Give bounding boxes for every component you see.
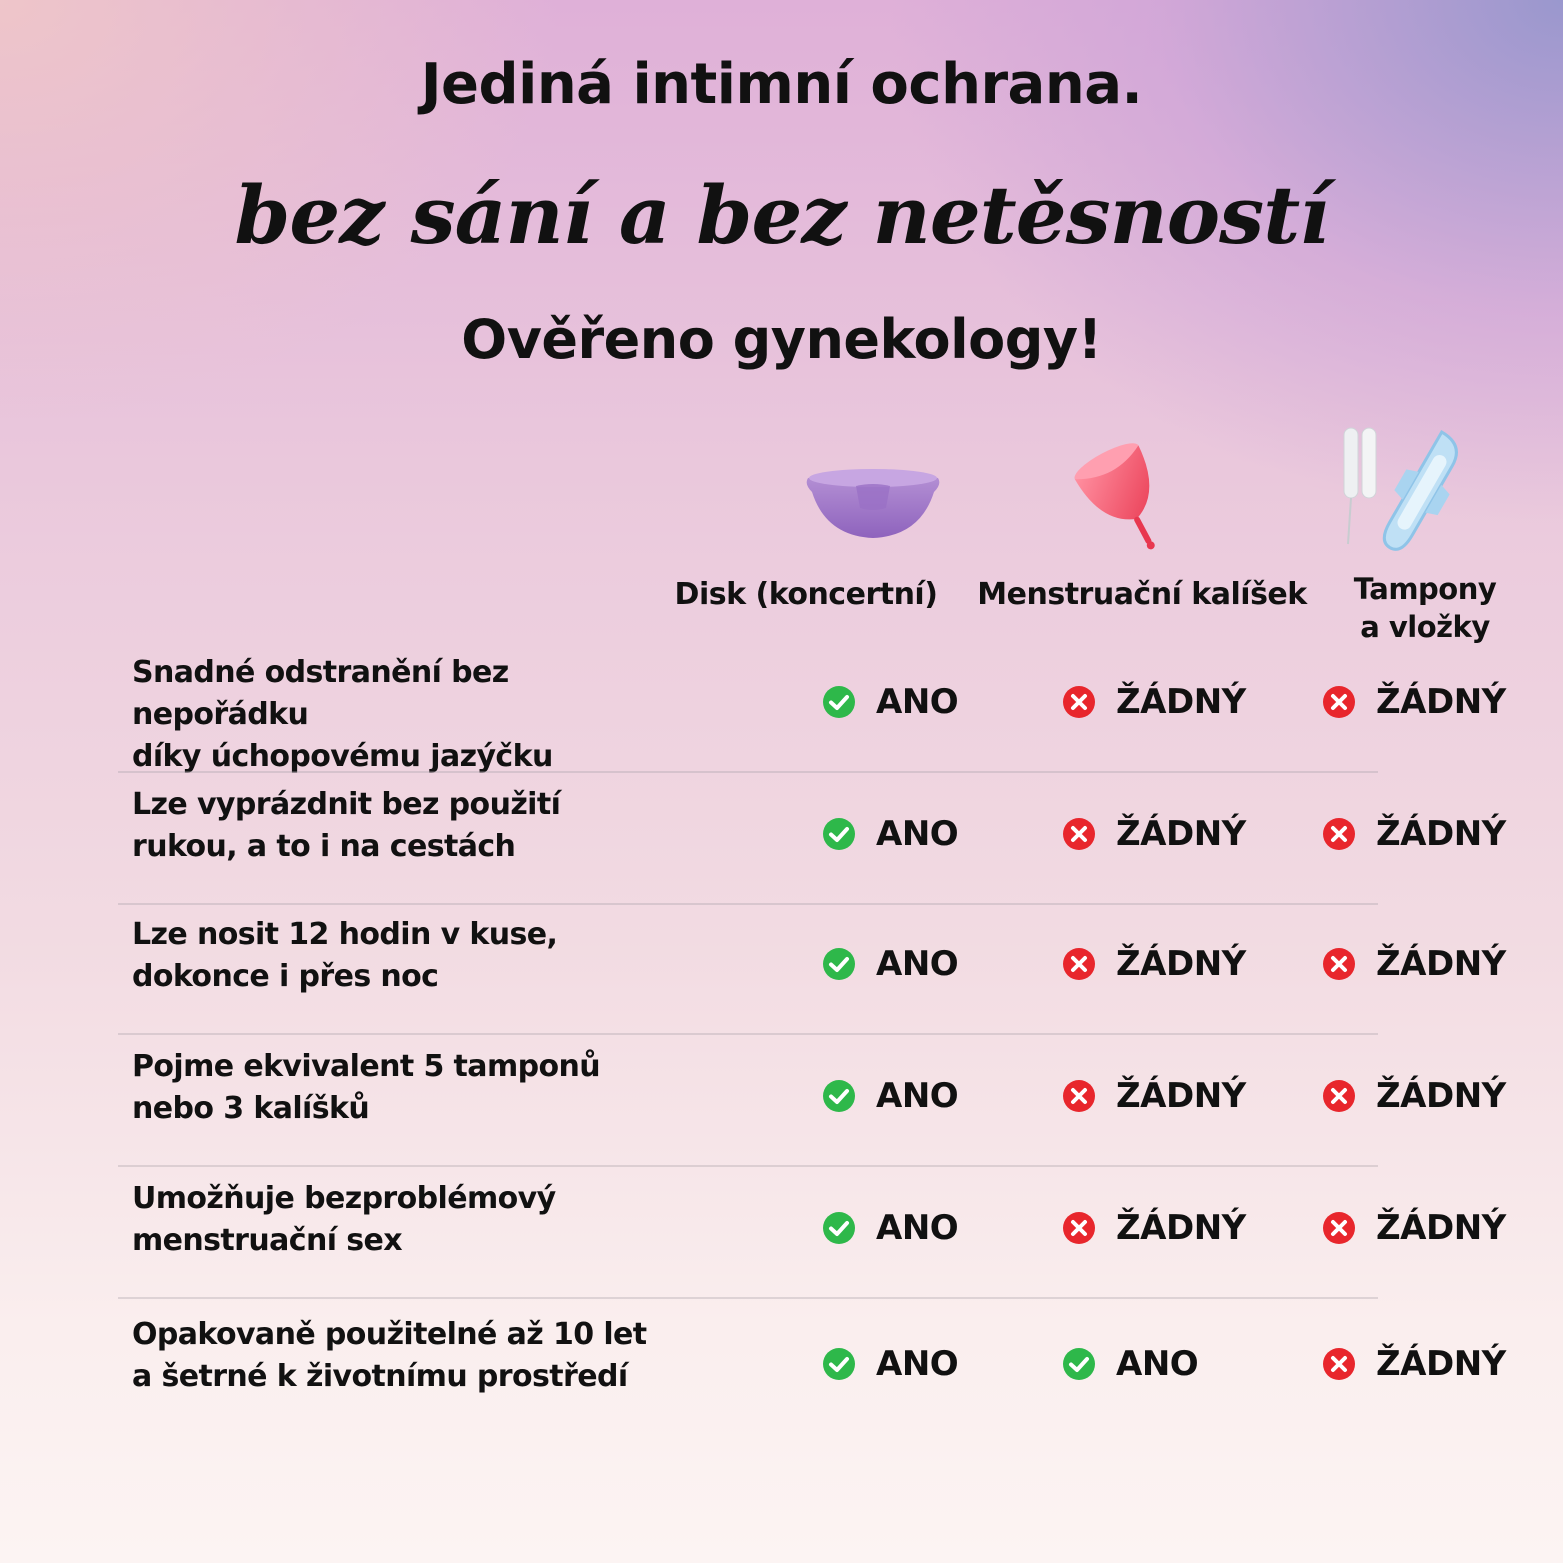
- comparison-cell: [822, 1342, 958, 1386]
- cell-value: ANO: [876, 944, 959, 984]
- cell-value: ANO: [876, 1208, 959, 1248]
- comparison-cell: [822, 812, 958, 856]
- comparison-cell: [822, 680, 958, 724]
- cell-value: ŽÁDNÝ: [1376, 682, 1506, 722]
- check-icon: [822, 1211, 856, 1245]
- cross-icon: [1062, 685, 1096, 719]
- cell-value: ŽÁDNÝ: [1116, 1208, 1246, 1248]
- column-header-tampons: Tampony a vložky: [1353, 572, 1497, 644]
- row-label-line: Lze nosit 12 hodin v kuse,: [132, 917, 558, 952]
- cell-value: ŽÁDNÝ: [1376, 1208, 1506, 1248]
- comparison-cell: [1322, 1342, 1506, 1386]
- cell-value: ŽÁDNÝ: [1116, 944, 1246, 984]
- column-header-disc: Disk (koncertní): [674, 577, 938, 612]
- cross-icon: [1322, 1347, 1356, 1381]
- comparison-cell: [822, 1206, 958, 1250]
- comparison-cell: [1322, 1074, 1506, 1118]
- row-label-line: Pojme ekvivalent 5 tamponů: [132, 1049, 601, 1084]
- comparison-cell: [1322, 680, 1506, 724]
- row-divider: [118, 1297, 1378, 1299]
- row-divider: [118, 1033, 1378, 1035]
- row-label-line: menstruační sex: [132, 1223, 402, 1258]
- row-label-line: dokonce i přes noc: [132, 959, 439, 994]
- cell-value: ANO: [1116, 1344, 1199, 1384]
- comparison-cell: [1062, 1074, 1246, 1118]
- check-icon: [822, 1079, 856, 1113]
- check-icon: [822, 685, 856, 719]
- row-label: [132, 914, 692, 998]
- cell-value: ANO: [876, 1076, 959, 1116]
- cell-value: ANO: [876, 682, 959, 722]
- column-header-cup: Menstruační kalíšek: [977, 577, 1307, 612]
- cross-icon: [1322, 817, 1356, 851]
- cross-icon: [1062, 817, 1096, 851]
- cross-icon: [1322, 685, 1356, 719]
- comparison-cell: [822, 942, 958, 986]
- row-label-line: díky úchopovému jazýčku: [132, 739, 553, 774]
- cross-icon: [1322, 947, 1356, 981]
- row-label-line: Lze vyprázdnit bez použití: [132, 787, 561, 822]
- comparison-cell: [1062, 1342, 1198, 1386]
- comparison-cell: [1062, 680, 1246, 724]
- row-divider: [118, 903, 1378, 905]
- comparison-cell: [1062, 812, 1246, 856]
- cell-value: ŽÁDNÝ: [1376, 814, 1506, 854]
- row-label-line: rukou, a to i na cestách: [132, 829, 516, 864]
- check-icon: [822, 947, 856, 981]
- cell-value: ŽÁDNÝ: [1116, 814, 1246, 854]
- headline: Jediná intimní ochrana.: [420, 52, 1143, 117]
- cross-icon: [1062, 1079, 1096, 1113]
- row-label-line: Opakovaně použitelné až 10 let: [132, 1317, 647, 1352]
- row-label: [132, 1046, 692, 1130]
- check-icon: [822, 817, 856, 851]
- row-label-line: Umožňuje bezproblémový: [132, 1181, 556, 1216]
- check-icon: [822, 1347, 856, 1381]
- row-label: [132, 784, 692, 868]
- comparison-cell: [1062, 942, 1246, 986]
- row-label-line: nebo 3 kalíšků: [132, 1091, 370, 1126]
- subheadline: Ověřeno gynekology!: [461, 308, 1102, 371]
- cell-value: ŽÁDNÝ: [1376, 1076, 1506, 1116]
- row-label: [132, 1178, 692, 1262]
- cross-icon: [1062, 947, 1096, 981]
- comparison-cell: [1322, 942, 1506, 986]
- tagline: bez sání a bez netěsností: [234, 168, 1329, 262]
- row-label: [132, 1314, 692, 1398]
- row-divider: [118, 771, 1378, 773]
- cross-icon: [1062, 1211, 1096, 1245]
- cell-value: ANO: [876, 814, 959, 854]
- menstrual-disc-image: [800, 462, 946, 548]
- cell-value: ŽÁDNÝ: [1116, 682, 1246, 722]
- cell-value: ŽÁDNÝ: [1376, 1344, 1506, 1384]
- check-icon: [1062, 1347, 1096, 1381]
- row-label-line: a šetrné k životnímu prostředí: [132, 1359, 628, 1394]
- comparison-cell: [1322, 1206, 1506, 1250]
- cross-icon: [1322, 1211, 1356, 1245]
- cross-icon: [1322, 1079, 1356, 1113]
- row-divider: [118, 1165, 1378, 1167]
- menstrual-cup-image: [1074, 440, 1174, 558]
- tampon-and-pad-image: [1336, 424, 1466, 560]
- comparison-cell: [1062, 1206, 1246, 1250]
- row-label-line: Snadné odstranění bez nepořádku: [132, 655, 509, 732]
- cell-value: ANO: [876, 1344, 959, 1384]
- row-label: [132, 652, 692, 778]
- comparison-cell: [1322, 812, 1506, 856]
- comparison-cell: [822, 1074, 958, 1118]
- cell-value: ŽÁDNÝ: [1116, 1076, 1246, 1116]
- cell-value: ŽÁDNÝ: [1376, 944, 1506, 984]
